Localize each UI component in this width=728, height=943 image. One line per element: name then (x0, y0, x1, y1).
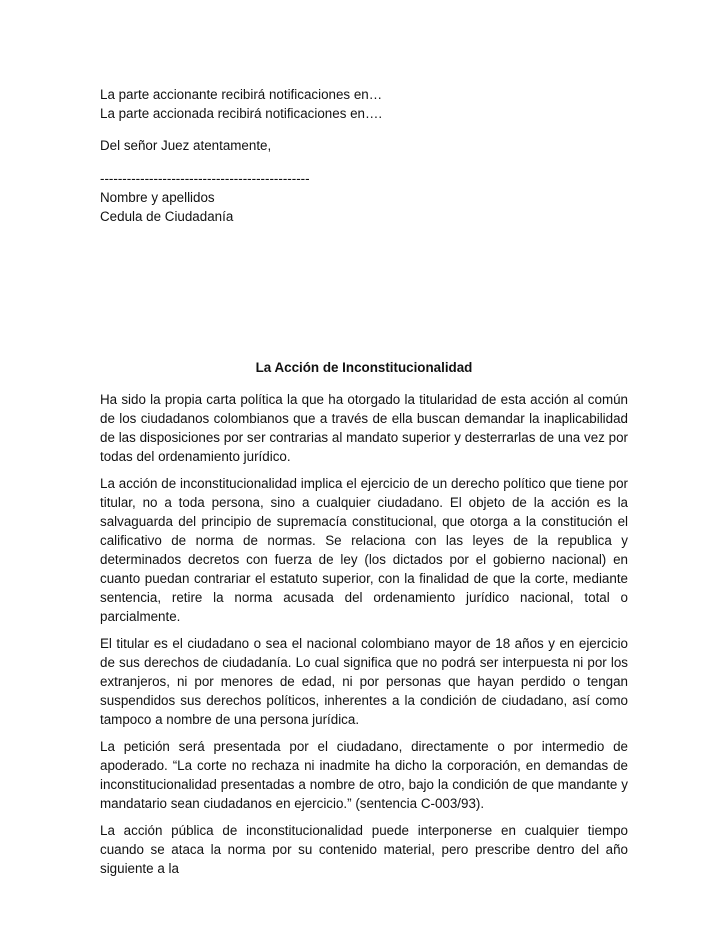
paragraph-2: La acción de inconstitucionalidad implica el ejercicio de un derecho político que tiene por titular, no a toda persona, sino a cualquier ciudadano. El objeto de la acción es la salvaguarda del principio de supremacía constitucional, que otorga a la constitución el calificativo de norma de normas. Se relaciona con las leyes de la republica y determinados decretos con fuerza de ley (los dictados por el gobierno nacional) en cuanto puedan contrariar el estatuto superior, con la finalidad de que la corte, mediante sentencia, retire la norma acusada del ordenamiento jurídico nacional, total o parcialmente. (100, 476, 628, 624)
id-label: Cedula de Ciudadanía (100, 209, 234, 224)
paragraph-5: La acción pública de inconstitucionalidad puede interponerse en cualquier tiempo cuando se ataca la norma por su contenido material, pero prescribe dentro del año siguiente a la (100, 823, 628, 876)
name-label: Nombre y apellidos (100, 190, 215, 205)
section-body (100, 390, 628, 886)
section-title: La Acción de Inconstitucionalidad (255, 360, 473, 375)
letter-closing-block (100, 85, 628, 226)
signature-line: ----------------------------------------------- (100, 171, 310, 186)
paragraph-4: La petición será presentada por el ciudadano, directamente o por intermedio de apoderado. “La corte no rechaza ni inadmite ha dicho la corporación, en demandas de inconstitucionalidad presentadas a nombre de otro, bajo la condición de que mandante y mandatario sean ciudadanos en ejercicio.” (sentencia C-003/93). (100, 739, 628, 811)
paragraph-1: Ha sido la propia carta política la que ha otorgado la titularidad de esta acción al común de los ciudadanos colombianos que a través de ella buscan demandar la inaplicabilidad de las disposiciones por ser contrarias al mandato superior y desterrarlas de una vez por todas del ordenamiento jurídico. (100, 392, 628, 464)
closing-salutation: Del señor Juez atentamente, (100, 138, 272, 153)
paragraph-3: El titular es el ciudadano o sea el nacional colombiano mayor de 18 años y en ejercicio de sus derechos de ciudadanía. Lo cual significa que no podrá ser interpuesta ni por los extranjeros, ni por menores de edad, ni por personas que hayan perdido o tengan suspendidos sus derechos políticos, inherentes a la condición de ciudadano, así como tampoco a nombre de una persona jurídica. (100, 636, 628, 727)
plaintiff-notification-line: La parte accionante recibirá notificaciones en… (100, 87, 383, 102)
defendant-notification-line: La parte accionada recibirá notificaciones en…. (100, 106, 383, 121)
